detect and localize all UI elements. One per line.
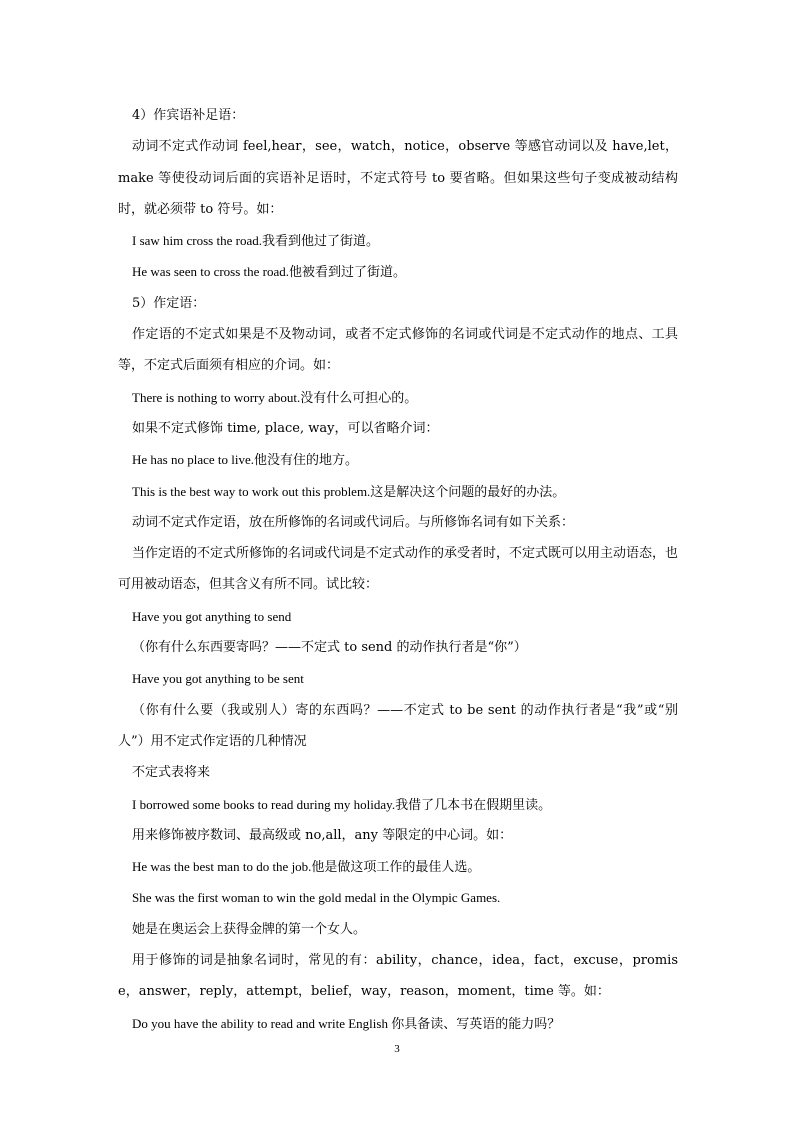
paragraph-attributive-preposition-rule: 作定语的不定式如果是不及物动词，或者不定式修饰的名词或代词是不定式动作的地点、工具等，不定式后面须有相应的介词。如： (118, 327, 678, 374)
example-sentence: There is nothing to worry about.没有什么可担心的。 (132, 389, 418, 405)
example-sentence: I borrowed some books to read during my holiday.我借了几本书在假期里读。 (132, 796, 552, 812)
document-body (118, 100, 678, 1039)
example-sentence: Have you got anything to be sent (132, 671, 304, 687)
example-explanation: （你有什么东西要寄吗？——不定式 to send 的动作执行者是“你”） (132, 640, 527, 656)
paragraph-sense-verbs-rule: 动词不定式作动词 feel,hear，see，watch，notice，observe 等感官动词以及 have,let，make 等使役动词后面的宾语补足语时，不定式符号 to 要省略。但如果这些句子变成被动结构时，就必须带 to 符号。如： (118, 139, 678, 217)
heading-object-complement: 4）作宾语补足语： (132, 108, 245, 123)
example-sentence: Have you got anything to send (132, 608, 292, 624)
paragraph-ordinal-superlative-rule: 用来修饰被序数词、最高级或 no,all，any 等限定的中心词。如： (132, 827, 513, 843)
example-sentence: She was the first woman to win the gold medal in the Olympic Games. (132, 890, 501, 906)
example-sentence: Do you have the ability to read and write English 你具备读、写英语的能力吗？ (132, 1015, 561, 1031)
example-sentence: This is the best way to work out this problem.这是解决这个问题的最好的办法。 (132, 483, 566, 499)
example-sentence: He was the best man to do the job.他是做这项工作的最佳人选。 (132, 859, 481, 875)
example-sentence: I saw him cross the road.我看到他过了街道。 (132, 233, 379, 249)
page-number: 3 (394, 1043, 400, 1055)
example-translation: 她是在奥运会上获得金牌的第一个女人。 (132, 921, 367, 937)
example-explanation: （你有什么要（我或别人）寄的东西吗？——不定式 to be sent 的动作执行者是“我”或“别人”）用不定式作定语的几种情况 (118, 702, 678, 749)
example-sentence: He has no place to live.他没有住的地方。 (132, 452, 359, 468)
paragraph-omit-preposition-rule: 如果不定式修饰 time, place, way，可以省略介词： (132, 420, 439, 436)
paragraph-active-passive-rule: 当作定语的不定式所修饰的名词或代词是不定式动作的承受者时，不定式既可以用主动语态，也可用被动语态，但其含义有所不同。试比较： (118, 546, 679, 593)
paragraph-abstract-nouns-rule: 用于修饰的词是抽象名词时，常见的有：ability，chance，idea，fact，excuse，promise，answer，reply，attempt，belief，way，reason，moment，time 等。如： (118, 953, 678, 1000)
heading-attributive: 5）作定语： (132, 295, 206, 311)
paragraph-attributive-position: 动词不定式作定语，放在所修饰的名词或代词后。与所修饰名词有如下关系： (132, 514, 575, 530)
example-sentence: He was seen to cross the road.他被看到过了街道。 (132, 264, 407, 280)
paragraph-future-meaning: 不定式表将来 (132, 765, 211, 781)
